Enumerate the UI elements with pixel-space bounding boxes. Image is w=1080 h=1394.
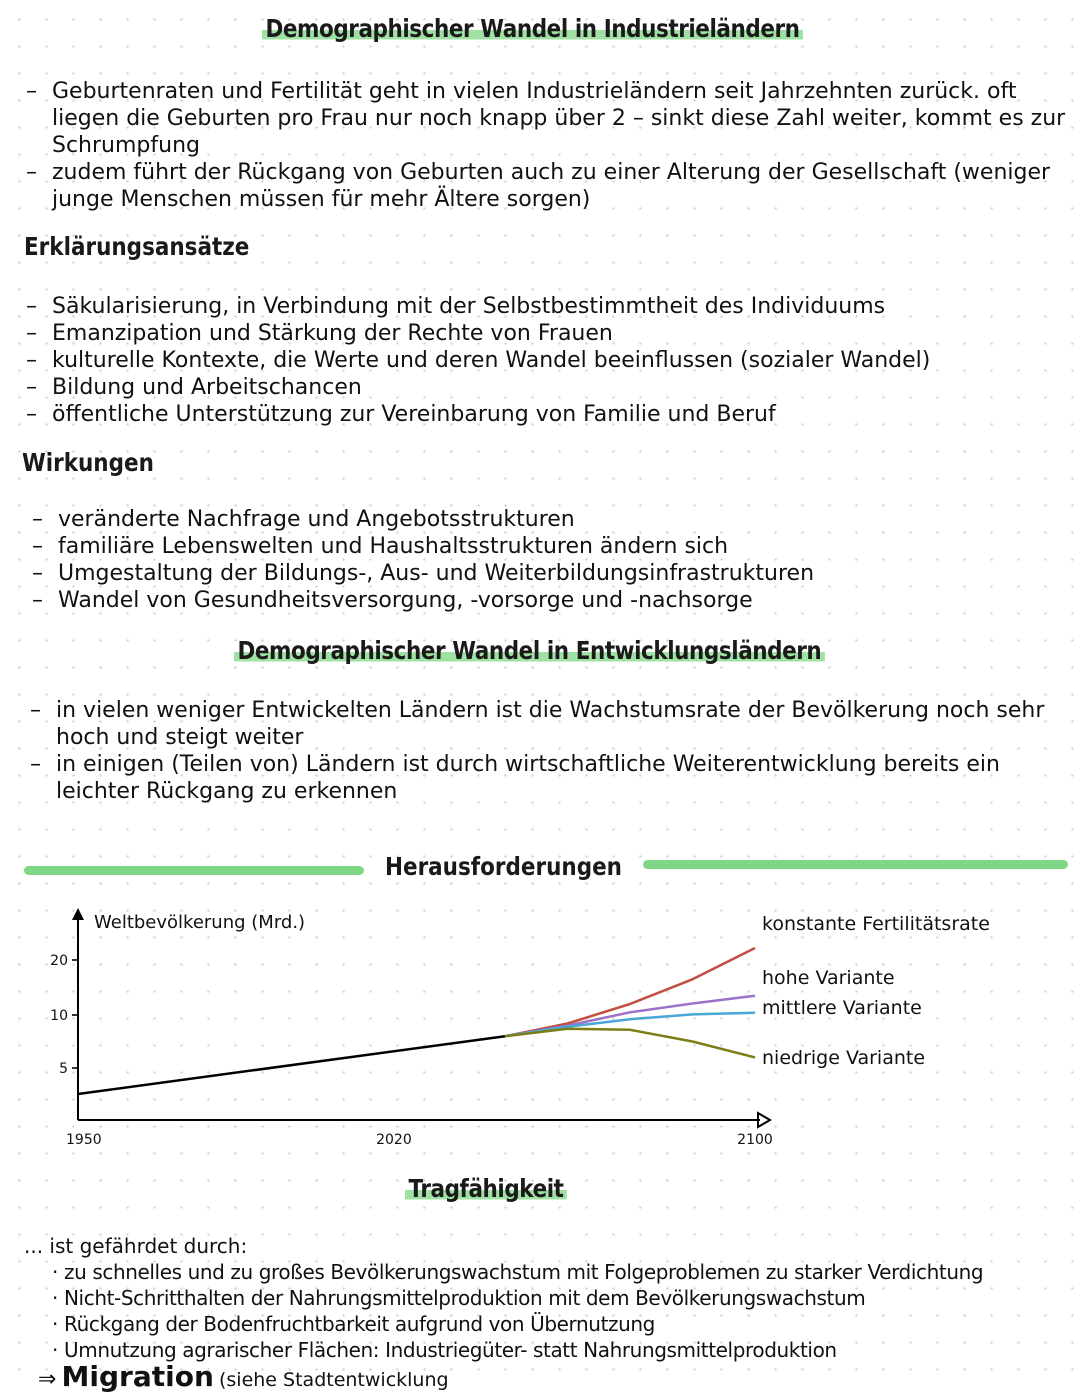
series-line xyxy=(505,948,755,1036)
section-title-industrielaender xyxy=(262,14,803,43)
y-tick-label: 5 xyxy=(59,1061,68,1077)
list-item: – Emanzipation und Stärkung der Rechte von Frauen xyxy=(24,320,1074,347)
list-item: · Nicht-Schritthalten der Nahrungsmittelproduktion mit dem Bevölkerungswachstum xyxy=(50,1285,1060,1311)
y-axis-arrow-icon xyxy=(72,908,84,920)
wirkungen-list xyxy=(30,506,1030,614)
divider-bar-right xyxy=(643,860,1068,869)
list-item: – zudem führt der Rückgang von Geburten auch zu einer Alterung der Gesellschaft (weniger junge Menschen müssen für mehr Ältere sorgen) xyxy=(24,159,1069,213)
y-axis-label: Weltbevölkerung (Mrd.) xyxy=(94,912,306,933)
series-label: hohe Variante xyxy=(762,967,895,989)
chart-ticks xyxy=(50,953,773,1148)
section-title-text: Demographischer Wandel in Industrieländern xyxy=(262,14,803,43)
section-title-text: Demographischer Wandel in Entwicklungsländern xyxy=(234,636,825,665)
tragfaehigkeit-intro: ... ist gefährdet durch: xyxy=(24,1234,248,1258)
series-label: mittlere Variante xyxy=(762,997,922,1019)
subheading-erklaerungsansaetze: Erklärungsansätze xyxy=(24,232,250,261)
section-title-text: Tragfähigkeit xyxy=(405,1174,567,1203)
list-item: – Wandel von Gesundheitsversorgung, -vorsorge und -nachsorge xyxy=(30,587,1030,614)
list-item: · Umnutzung agrarischer Flächen: Industriegüter- statt Nahrungsmittelproduktion xyxy=(50,1337,1060,1363)
series-line xyxy=(505,1029,755,1058)
y-tick-label: 20 xyxy=(50,953,68,969)
section-title-entwicklungslaender xyxy=(234,636,825,665)
list-item: – veränderte Nachfrage und Angebotsstrukturen xyxy=(30,506,1030,533)
x-tick-label: 2020 xyxy=(376,1132,412,1148)
list-item: – familiäre Lebenswelten und Haushaltsstrukturen ändern sich xyxy=(30,533,1030,560)
x-tick-label: 2100 xyxy=(737,1132,773,1148)
entwicklungslaender-list xyxy=(28,697,1058,805)
industrielaender-list xyxy=(24,78,1069,213)
series-line-historical xyxy=(78,1036,505,1094)
tragfaehigkeit-list xyxy=(24,1233,1060,1363)
series-label: niedrige Variante xyxy=(762,1047,926,1069)
list-item: – Umgestaltung der Bildungs-, Aus- und Weiterbildungsinfrastrukturen xyxy=(30,560,1030,587)
list-item: – öffentliche Unterstützung zur Vereinbarung von Familie und Beruf xyxy=(24,401,1074,428)
series-label: konstante Fertilitätsrate xyxy=(762,913,990,935)
migration-note: (siehe Stadtentwicklung xyxy=(218,1369,449,1391)
migration-line xyxy=(38,1360,449,1393)
chart-lines xyxy=(78,948,755,1094)
list-item: – kulturelle Kontexte, die Werte und deren Wandel beeinflussen (sozialer Wandel) xyxy=(24,347,1074,374)
section-title-tragfaehigkeit xyxy=(405,1174,567,1203)
list-item: – in vielen weniger Entwickelten Ländern ist die Wachstumsrate der Bevölkerung noch sehr hoch und steigt weiter xyxy=(28,697,1058,751)
subheading-wirkungen: Wirkungen xyxy=(22,448,154,477)
list-item: – Säkularisierung, in Verbindung mit der Selbstbestimmtheit des Individuums xyxy=(24,293,1074,320)
erklaerungsansaetze-list xyxy=(24,293,1074,428)
migration-label: Migration xyxy=(61,1360,214,1393)
divider-bar-left xyxy=(24,866,364,875)
x-tick-label: 1950 xyxy=(66,1132,102,1148)
population-projection-chart xyxy=(0,880,1080,1160)
subheading-herausforderungen: Herausforderungen xyxy=(385,852,622,881)
list-item: – in einigen (Teilen von) Ländern ist durch wirtschaftliche Weiterentwicklung bereits ein leichter Rückgang zu erkennen xyxy=(28,751,1058,805)
list-item: · zu schnelles und zu großes Bevölkerungswachstum mit Folgeproblemen zu starker Verdichtung xyxy=(50,1259,1060,1285)
list-item: – Geburtenraten und Fertilität geht in vielen Industrieländern seit Jahrzehnten zurück. oft liegen die Geburten pro Frau nur noch knapp über 2 – sinkt diese Zahl weiter, kommt es zur Schrumpfung xyxy=(24,78,1069,159)
chart-legend xyxy=(762,913,990,1069)
implies-arrow-icon: ⇒ xyxy=(38,1367,57,1392)
list-item: · Rückgang der Bodenfruchtbarkeit aufgrund von Übernutzung xyxy=(50,1311,1060,1337)
y-tick-label: 10 xyxy=(50,1008,68,1024)
list-item: – Bildung und Arbeitschancen xyxy=(24,374,1074,401)
